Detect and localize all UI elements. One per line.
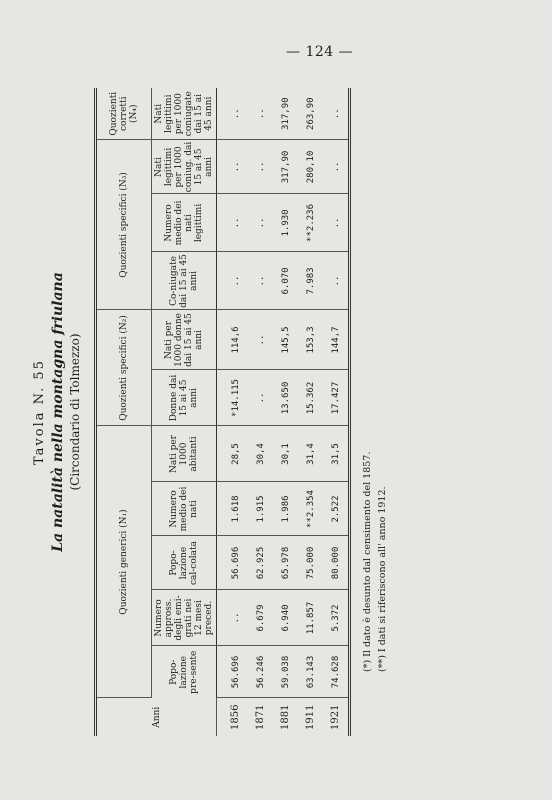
cell-anno: 1856 [217, 698, 249, 736]
cell-xdonne: .. [248, 310, 273, 370]
cell-xdonne: 153,3 [298, 310, 323, 370]
cell-anno: 1871 [255, 704, 267, 730]
cell-emig: 6.679 [248, 590, 273, 646]
subheader-popolazione-calcolata: Popo-lazione cal-colata [152, 536, 217, 590]
subheader-donne: Donne dai 15 ai 45 anni [152, 370, 217, 426]
data-table [97, 88, 348, 736]
subheader-emigrati: Numero appross. degli emi-grati nei 12 mesi preced. [152, 590, 217, 646]
cell-legit: .. [217, 194, 249, 252]
cell-anno: 1911 [305, 704, 317, 730]
header-specifici-n2: Quozienti specifici (N₂) [97, 310, 152, 426]
cell-donne: 17.427 [323, 370, 348, 426]
cell-pop: 74.628 [323, 646, 348, 698]
cell-xdonne: 145,5 [273, 310, 298, 370]
cell-popcalc: 62.925 [248, 536, 273, 590]
subheader-nati-legittimi: Numero medio dei nati legittimi [152, 194, 217, 252]
subheader-nati-per-donne: Nati per 1000 donne dai 15 ai 45 anni [152, 310, 217, 370]
cell-donne: *14.115 [217, 370, 249, 426]
cell-emig: 6.940 [273, 590, 298, 646]
header-specifici-n3: Quozienti specifici (N₃) [97, 140, 152, 310]
header-anni: Anni [97, 698, 217, 736]
table-row [273, 88, 298, 736]
table-subtitle: La natalità nella montagna friulana [50, 272, 66, 552]
cell-emig: 11.857 [298, 590, 323, 646]
footnotes [361, 82, 390, 672]
rotated-content [28, 82, 496, 742]
cell-pop: 56.696 [217, 646, 249, 698]
cell-x1000: 30,1 [273, 426, 298, 482]
cell-xlegit: .. [248, 140, 273, 194]
cell-xlegit: .. [323, 140, 348, 194]
cell-x1000: 30,4 [248, 426, 273, 482]
table-row [248, 88, 273, 736]
cell-popcalc: 65.978 [273, 536, 298, 590]
footnote: (*) Il dato è desunto dal censimento del 1857. [362, 451, 374, 672]
cell-corr: 317,90 [273, 88, 298, 140]
cell-corr: .. [323, 88, 348, 140]
page-number: — 124 — [286, 44, 354, 60]
cell-xlegit: .. [217, 140, 249, 194]
subheader-coniugate: Co-niugate dai 15 ai 45 anni [152, 252, 217, 310]
subheader-popolazione-presente: Popo-lazione pre-sente [169, 650, 200, 694]
cell-coniug: .. [248, 252, 273, 310]
table-title: Tavola N. 55 [32, 359, 47, 465]
cell-nati: 1.618 [217, 482, 249, 536]
cell-xlegit: 280,10 [298, 140, 323, 194]
cell-legit: .. [323, 194, 348, 252]
table-row [217, 88, 249, 736]
header-corretti: Quozienti corretti (N₄) [97, 88, 152, 140]
cell-donne: 15.362 [298, 370, 323, 426]
cell-xlegit: 317,90 [273, 140, 298, 194]
cell-pop: 63.143 [298, 646, 323, 698]
cell-nati: 2.522 [323, 482, 348, 536]
cell-coniug: 7.983 [298, 252, 323, 310]
cell-anno: 1921 [330, 704, 342, 730]
cell-nati: 1.986 [273, 482, 298, 536]
header-generici: Quozienti generici (N₁) [97, 426, 152, 698]
cell-corr: .. [248, 88, 273, 140]
cell-x1000: 31,5 [323, 426, 348, 482]
cell-x1000: 31,4 [298, 426, 323, 482]
cell-x1000: 28,5 [217, 426, 249, 482]
cell-legit: **2.236 [298, 194, 323, 252]
cell-emig: 5.372 [323, 590, 348, 646]
cell-pop: 56.246 [248, 646, 273, 698]
cell-emig: .. [217, 590, 249, 646]
cell-nati: 1.915 [248, 482, 273, 536]
table-region: (Circondario di Tolmezzo) [68, 333, 82, 491]
table-row [298, 88, 323, 736]
cell-legit: .. [248, 194, 273, 252]
cell-donne: .. [248, 370, 273, 426]
cell-popcalc: 56.696 [217, 536, 249, 590]
subheader-nati-legittimi-corretti: Nati legittimi per 1000 coniugate dai 15 ai 45 anni [152, 88, 217, 140]
cell-legit: 1.930 [273, 194, 298, 252]
footnote: (**) I dati si riferiscono all' anno 1912. [376, 486, 388, 672]
cell-xdonne: 114,6 [217, 310, 249, 370]
subheader-nati-legittimi-coniug: Nati legittimi per 1000 coniug. dai 15 ai 45 anni [152, 140, 217, 194]
cell-pop: 59.038 [273, 646, 298, 698]
cell-coniug: .. [217, 252, 249, 310]
cell-corr: .. [217, 88, 249, 140]
cell-corr: 263,90 [298, 88, 323, 140]
cell-donne: 13.650 [273, 370, 298, 426]
cell-anno: 1881 [280, 704, 292, 730]
cell-popcalc: 80.000 [323, 536, 348, 590]
subheader-numero-nati: Numero medio dei nati [152, 482, 217, 536]
subheader-nati-per-1000: Nati per 1000 abitanti [152, 426, 217, 482]
table-wrapper [94, 88, 351, 736]
cell-xdonne: 144,7 [323, 310, 348, 370]
cell-coniug: .. [323, 252, 348, 310]
cell-popcalc: 75.000 [298, 536, 323, 590]
table-row [323, 88, 348, 736]
cell-nati: **2.354 [298, 482, 323, 536]
cell-coniug: 6.070 [273, 252, 298, 310]
